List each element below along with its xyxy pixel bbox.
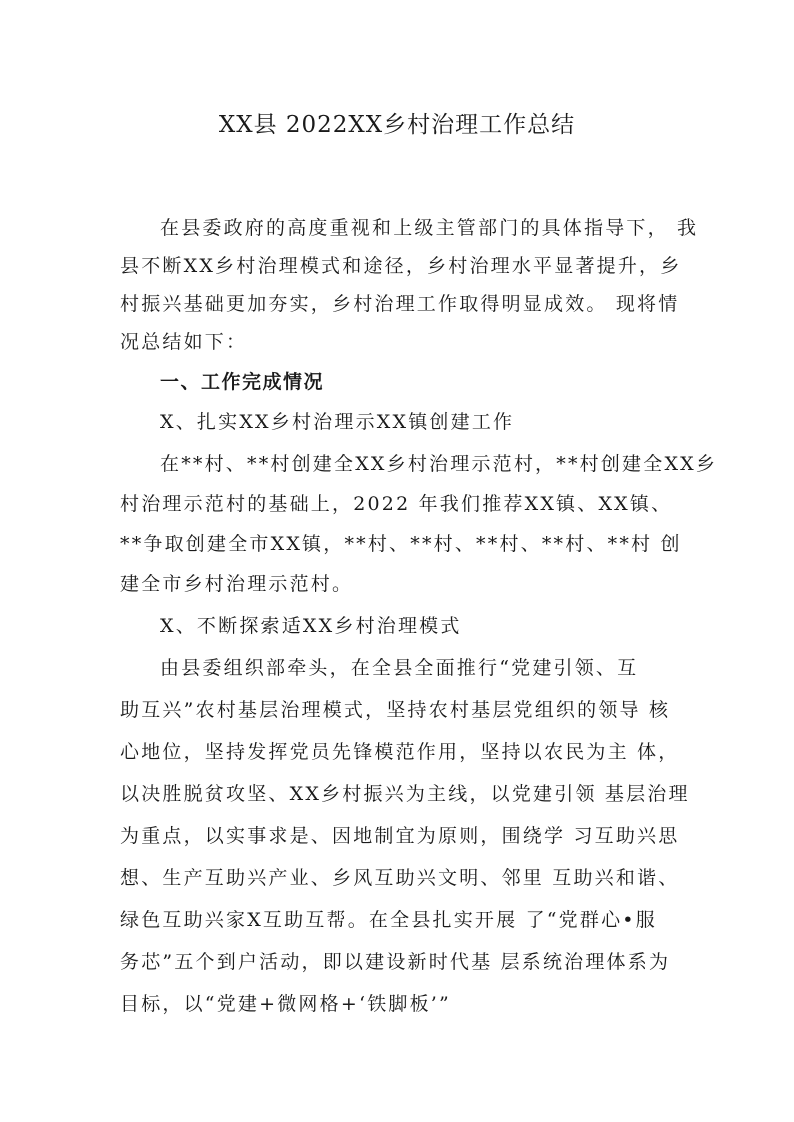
paragraph-line: 由县委组织部牵头，在全县全面推行“党建引领、互 [160, 657, 639, 679]
paragraph-line: 以决胜脱贫攻坚、XX乡村振兴为主线，以党建引领 基层治理 [120, 783, 690, 805]
paragraph-line: 建全市乡村治理示范村。 [120, 573, 354, 595]
paragraph-line: 在县委政府的高度重视和上级主管部门的具体指导下， 我 [160, 217, 699, 239]
paragraph-line: 心地位，坚持发挥党员先锋模范作用，坚持以农民为主 体， [120, 741, 680, 763]
paragraph-line: 况总结如下： [120, 331, 248, 353]
paragraph-line: 绿色互助兴家X互助互帮。在全县扎实开展 了“党群心•服 [120, 909, 657, 931]
paragraph-line: 在**村、**村创建全XX乡村治理示范村，**村创建全XX乡 [160, 453, 718, 475]
subsection-heading: X、不断探索适XX乡村治理模式 [160, 615, 462, 637]
document-title: XX县 2022XX乡村治理工作总结 [218, 112, 576, 138]
paragraph-line: 为重点，以实事求是、因地制宜为原则，围绕学 习互助兴思 [120, 825, 680, 847]
paragraph-line: 村振兴基础更加夯实，乡村治理工作取得明显成效。 现将情 [120, 293, 680, 315]
paragraph-line: 目标，以“党建+微网格+‘铁脚板’” [120, 993, 451, 1015]
section-heading: 一、工作完成情况 [160, 371, 325, 393]
subsection-heading: X、扎实XX乡村治理示XX镇创建工作 [160, 411, 515, 433]
paragraph-line: 务芯”五个到户活动，即以建设新时代基 层系统治理体系为 [120, 951, 671, 973]
paragraph-line: **争取创建全市XX镇，**村、**村、**村、**村、**村 创 [120, 533, 682, 555]
paragraph-line: 想、生产互助兴产业、乡风互助兴文明、邻里 互助兴和谐、 [120, 867, 680, 889]
paragraph-line: 村治理示范村的基础上，2022 年我们推荐XX镇、XX镇、 [120, 493, 673, 515]
paragraph-line: 助互兴”农村基层治理模式，坚持农村基层党组织的领导 核 [120, 699, 671, 721]
paragraph-line: 县不断XX乡村治理模式和途径，乡村治理水平显著提升，乡 [120, 255, 682, 277]
